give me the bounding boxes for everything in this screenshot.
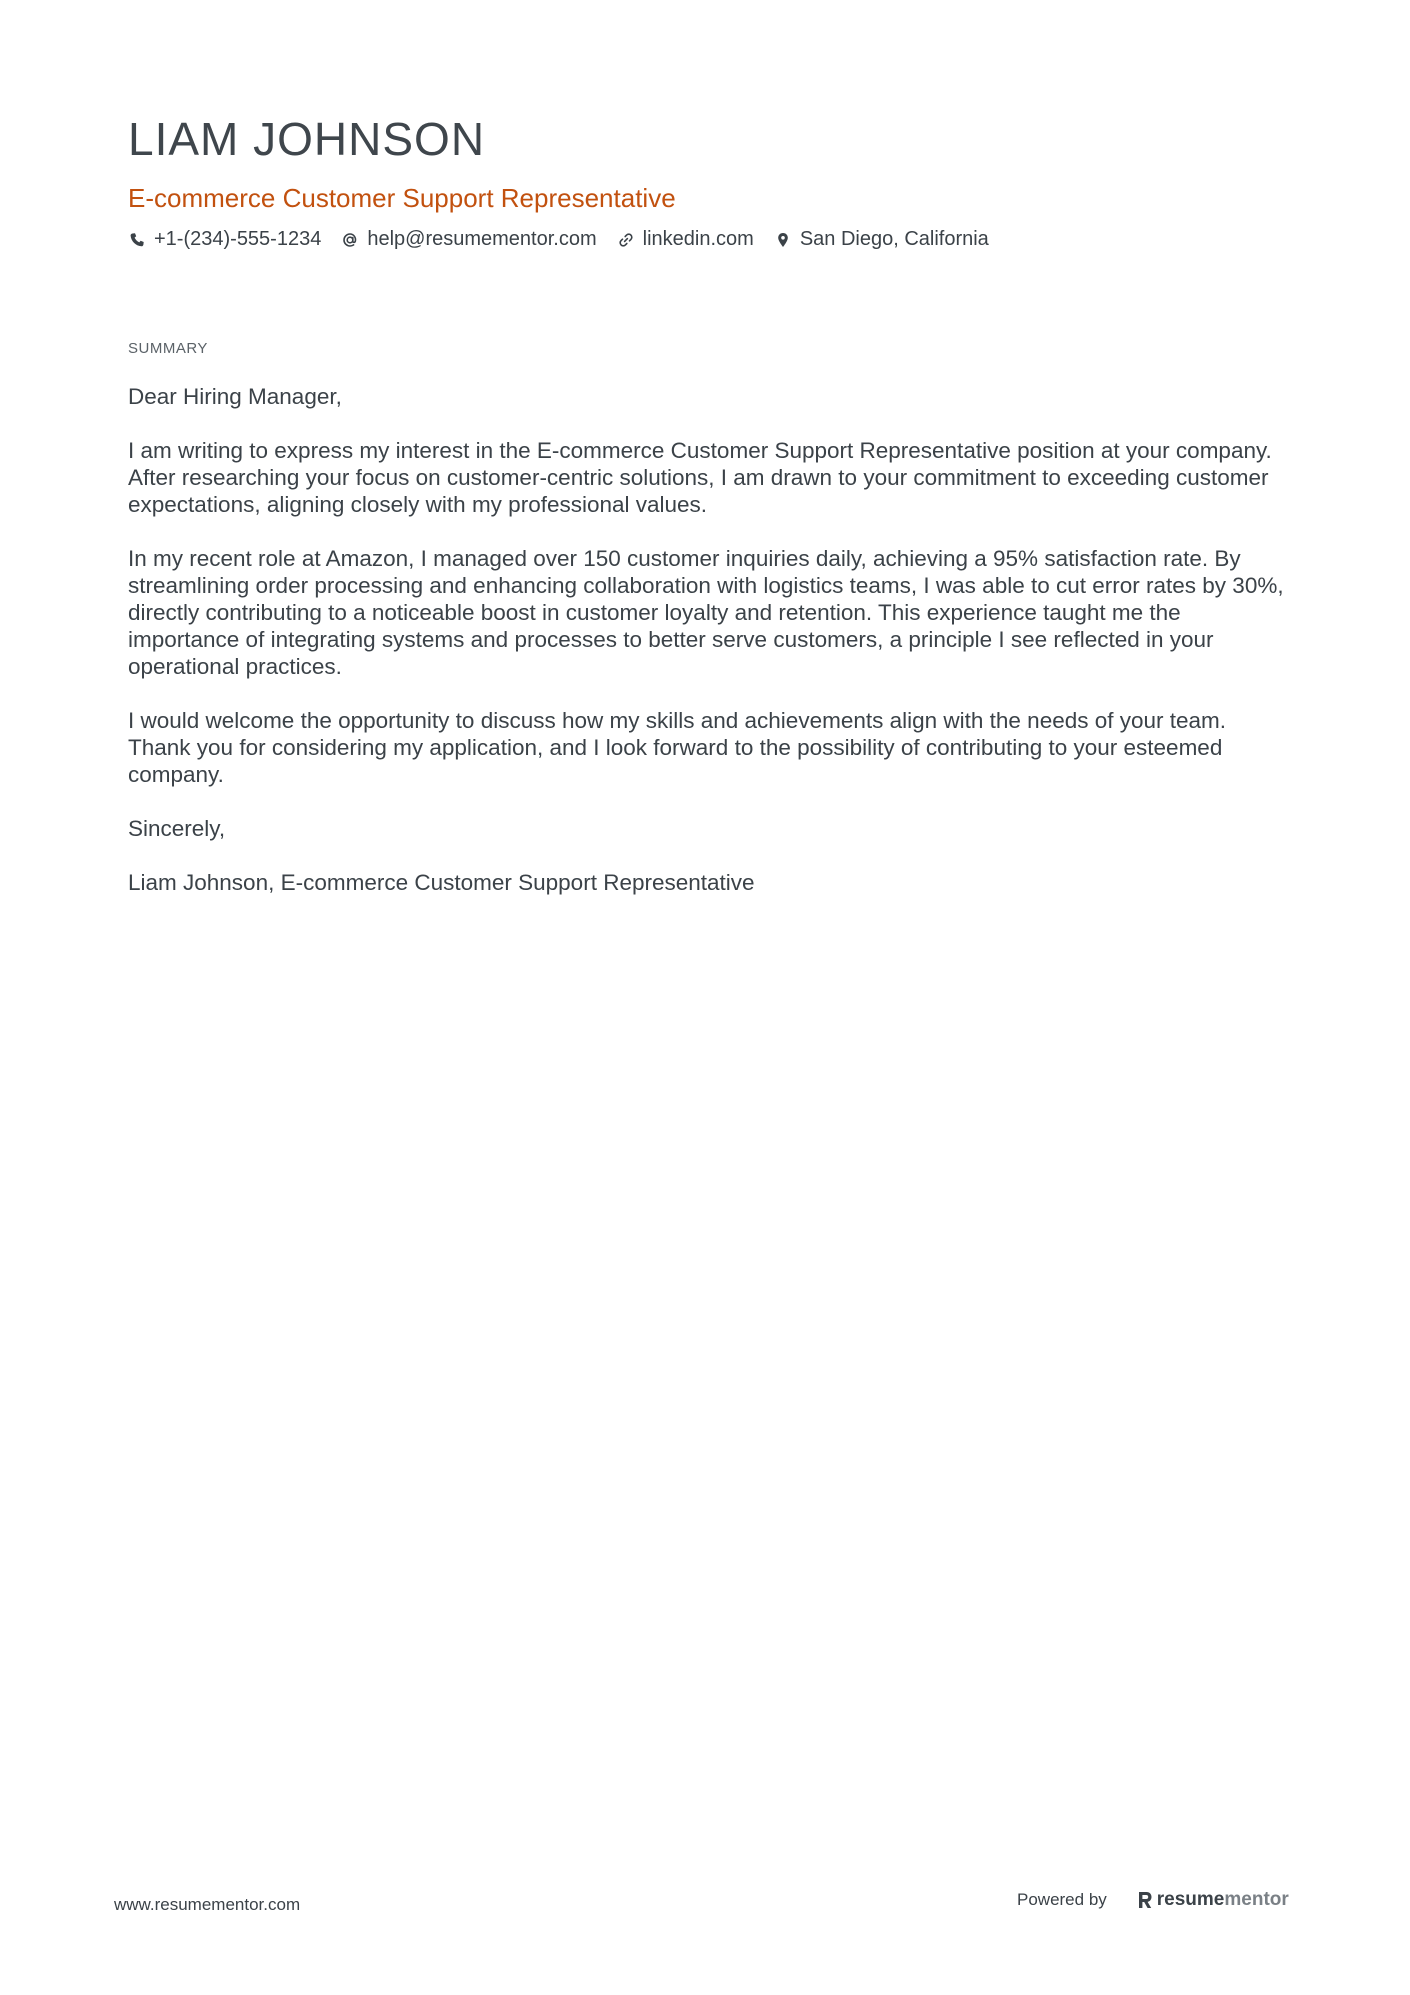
brand-logo[interactable] <box>1137 1889 1289 1911</box>
letter-closing: Sincerely, <box>128 816 226 841</box>
resumementor-logo-icon <box>1137 1890 1153 1910</box>
brand-name-light: mentor <box>1224 1889 1289 1910</box>
letter-paragraph: In my recent role at Amazon, I managed over 150 customer inquiries daily, achieving a 95% satisfaction rate. By streamlining order processing and enhancing collaboration with logistics teams, I was able to cut error rates by 30%, directly contributing to a noticeable boost in customer loyalty and retention. This experience taught me the importance of integrating systems and processes to better serve customers, a principle I see reflected in your operational practices. <box>128 546 1284 679</box>
letter-body <box>128 383 1288 923</box>
contact-phone[interactable] <box>128 228 321 251</box>
link-icon <box>617 231 635 249</box>
candidate-job-title: E-commerce Customer Support Representative <box>128 183 676 213</box>
contact-email[interactable] <box>341 228 596 251</box>
contact-link[interactable] <box>617 228 754 251</box>
candidate-name: LIAM JOHNSON <box>128 113 486 165</box>
phone-icon <box>128 231 146 249</box>
letter-greeting: Dear Hiring Manager, <box>128 384 342 409</box>
contact-bar <box>128 228 1009 251</box>
powered-by-label: Powered by <box>1017 1890 1107 1909</box>
brand-name-bold: resume <box>1156 1889 1225 1910</box>
contact-phone-text: +1-(234)-555-1234 <box>154 228 322 250</box>
letter-paragraph: I am writing to express my interest in the E-commerce Customer Support Representative position at your company. After researching your focus on customer-centric solutions, I am drawn to your commitment to exceeding customer expectations, aligning closely with my professional values. <box>128 438 1272 517</box>
letter-paragraph: I would welcome the opportunity to discuss how my skills and achievements align with the needs of your team. Thank you for considering my application, and I look forward to the possibility of contributing to your esteemed company. <box>128 708 1227 787</box>
footer-website-link[interactable]: www.resumementor.com <box>114 1895 301 1914</box>
at-icon <box>341 231 359 249</box>
contact-email-text: help@resumementor.com <box>367 228 597 250</box>
footer-branding <box>1017 1889 1289 1911</box>
contact-location-text: San Diego, California <box>799 228 989 250</box>
contact-link-text: linkedin.com <box>642 228 754 250</box>
location-icon <box>774 231 792 249</box>
section-heading-summary: SUMMARY <box>128 340 208 357</box>
letter-signature: Liam Johnson, E-commerce Customer Support Representative <box>128 870 755 895</box>
contact-location <box>774 228 989 251</box>
